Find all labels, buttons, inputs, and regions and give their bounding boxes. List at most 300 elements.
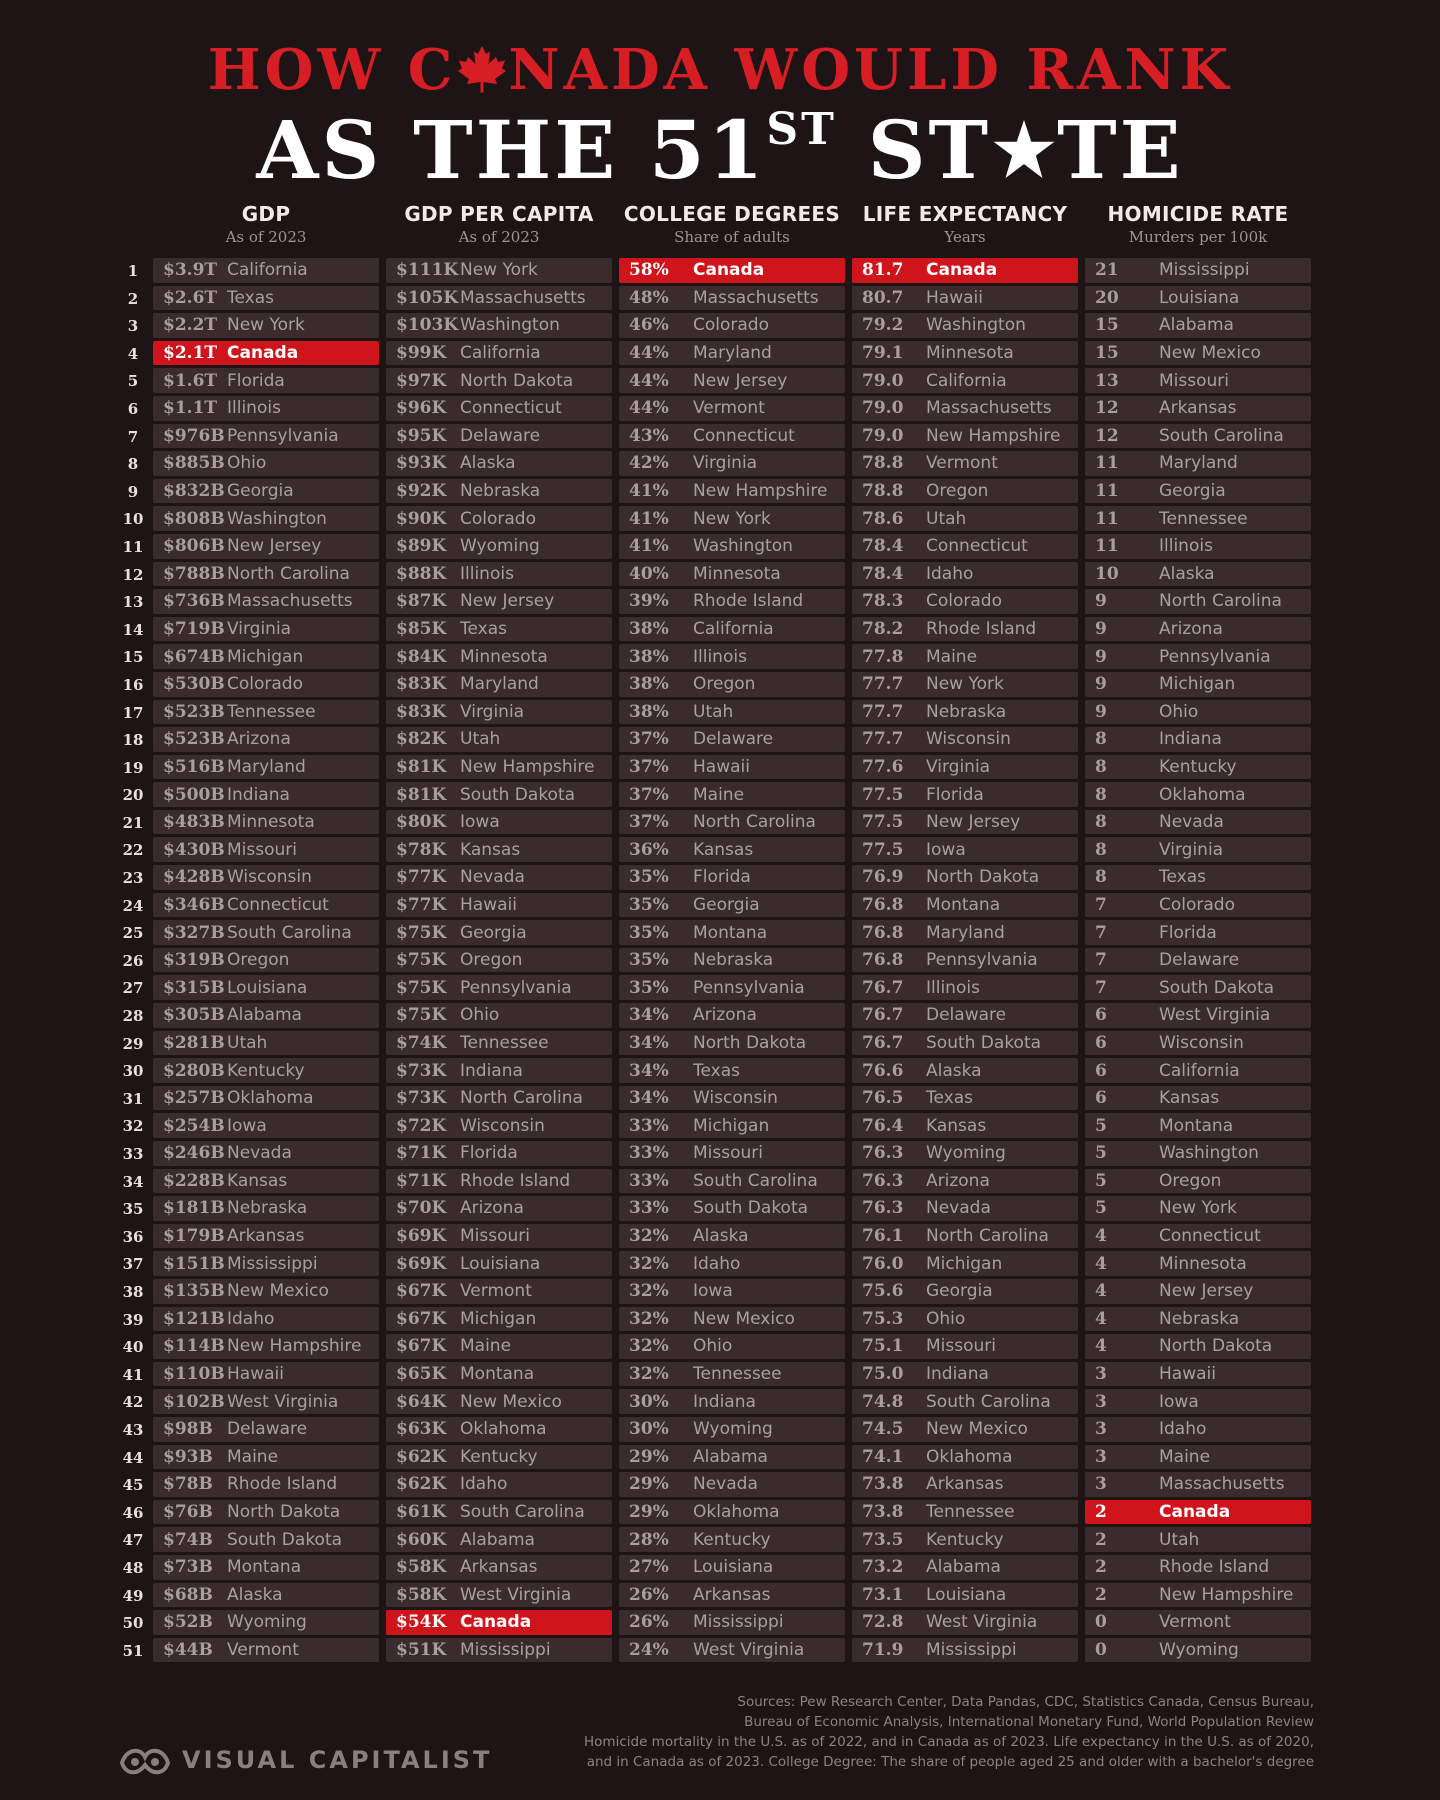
brand-name: VISUAL CAPITALIST (182, 1746, 493, 1774)
row-state-name: Iowa (926, 839, 966, 860)
table-row (619, 1527, 845, 1552)
table-row (153, 975, 379, 1000)
row-value: 11 (1095, 508, 1119, 529)
table-row (619, 1307, 845, 1332)
table-row (386, 1555, 612, 1580)
row-state-name: Florida (926, 784, 984, 805)
row-value: $327B (163, 922, 225, 943)
row-value: 32% (629, 1308, 669, 1329)
row-state-name: New Hampshire (1159, 1584, 1294, 1605)
rank-number: 2 (127, 289, 139, 308)
row-value: 78.6 (862, 508, 904, 529)
column-header-homicide-rate (1084, 200, 1312, 246)
table-row (1085, 1279, 1311, 1304)
row-value: $530B (163, 674, 225, 695)
row-value: 40% (629, 563, 669, 584)
table-row (852, 782, 1078, 807)
table-row (153, 479, 379, 504)
row-value: $319B (163, 950, 225, 971)
row-state-name: Virginia (227, 619, 292, 640)
row-state-name: Massachusetts (693, 287, 819, 308)
table-row (852, 424, 1078, 449)
row-value: 34% (629, 1005, 669, 1026)
row-state-name: Louisiana (926, 1584, 1007, 1605)
row-value: 42% (629, 453, 669, 474)
title-line-1-b: NADA WOULD RANK (508, 37, 1233, 103)
table-row (386, 1527, 612, 1552)
table-row (153, 644, 379, 669)
table-row (852, 755, 1078, 780)
table-row (386, 1086, 612, 1111)
table-row (386, 1169, 612, 1194)
rank-number: 1 (127, 262, 139, 280)
row-value: $305B (163, 1005, 225, 1026)
highlighted-row (386, 1610, 612, 1635)
row-state-name: California (693, 619, 774, 640)
row-state-name: Idaho (926, 563, 974, 584)
row-state-name: North Dakota (1159, 1336, 1273, 1357)
row-state-name: New York (693, 508, 771, 529)
row-state-name: Tennessee (926, 1502, 1015, 1523)
row-value: 44% (629, 370, 669, 391)
row-state-name: Kansas (227, 1170, 288, 1191)
row-state-name: Maryland (926, 922, 1005, 943)
table-row (852, 727, 1078, 752)
row-state-name: Arkansas (460, 1557, 538, 1578)
row-state-name: Nebraska (1159, 1308, 1240, 1329)
rank-number: 20 (122, 786, 144, 805)
row-state-name: Virginia (1159, 839, 1224, 860)
row-value: $315B (163, 977, 225, 998)
row-state-name: Alabama (926, 1557, 1001, 1578)
rank-number: 41 (122, 1365, 144, 1384)
table-row (619, 1472, 845, 1497)
table-row (619, 644, 845, 669)
row-value: 41% (629, 508, 669, 529)
row-value: 76.4 (862, 1115, 904, 1136)
table-row (619, 286, 845, 311)
row-value: 2 (1095, 1557, 1107, 1578)
rank-number: 39 (122, 1310, 144, 1329)
row-value: 28% (629, 1529, 669, 1550)
row-state-name: South Dakota (1159, 977, 1275, 998)
row-value: 8 (1095, 812, 1107, 833)
table-row (386, 837, 612, 862)
table-row (852, 893, 1078, 918)
row-state-name: Arkansas (693, 1584, 771, 1605)
row-value: $103K (396, 315, 459, 336)
table-row (153, 368, 379, 393)
table-row (153, 782, 379, 807)
table-row (852, 1031, 1078, 1056)
row-value: 5 (1095, 1143, 1107, 1164)
table-row (386, 396, 612, 421)
row-value: $97K (396, 370, 447, 391)
row-state-name: New Mexico (693, 1308, 795, 1329)
row-value: $523B (163, 729, 225, 750)
row-state-name: Vermont (693, 398, 765, 419)
row-value: 13 (1095, 370, 1119, 391)
row-value: 4 (1095, 1253, 1107, 1274)
row-state-name: Maryland (460, 674, 539, 695)
title-line-2 (0, 100, 1440, 200)
table-row (852, 644, 1078, 669)
row-state-name: Missouri (1159, 370, 1229, 391)
table-row (1085, 1003, 1311, 1028)
row-value: $181B (163, 1198, 225, 1219)
table-row (386, 865, 612, 890)
table-row (619, 837, 845, 862)
row-value: 21 (1095, 260, 1119, 281)
row-state-name: Hawaii (1159, 1364, 1216, 1385)
table-row (153, 617, 379, 642)
row-value: $60K (396, 1529, 447, 1550)
row-value: 6 (1095, 1005, 1107, 1026)
row-value: $81K (396, 756, 447, 777)
row-value: 4 (1095, 1308, 1107, 1329)
row-state-name: Montana (460, 1364, 535, 1385)
table-row (852, 451, 1078, 476)
table-row (619, 782, 845, 807)
row-value: 79.2 (862, 315, 904, 336)
row-value: 76.3 (862, 1198, 904, 1219)
row-value: 44% (629, 398, 669, 419)
table-row (1085, 286, 1311, 311)
row-state-name: Rhode Island (460, 1170, 571, 1191)
table-row (1085, 1472, 1311, 1497)
row-state-name: New York (227, 315, 305, 336)
row-value: $99K (396, 343, 447, 364)
row-state-name: Illinois (1159, 536, 1213, 557)
row-state-name: Tennessee (460, 1032, 549, 1053)
rank-number: 38 (122, 1282, 144, 1301)
row-state-name: Virginia (926, 756, 991, 777)
row-value: $83K (396, 701, 447, 722)
column-title: COLLEGE DEGREES (623, 202, 841, 226)
table-row (1085, 837, 1311, 862)
row-state-name: North Dakota (460, 370, 574, 391)
row-state-name: South Dakota (926, 1032, 1042, 1053)
row-state-name: Delaware (926, 1005, 1007, 1026)
row-state-name: Rhode Island (926, 619, 1037, 640)
table-row (386, 424, 612, 449)
row-value: $3.9T (163, 260, 218, 281)
highlighted-row (153, 341, 379, 366)
rank-number: 43 (122, 1420, 144, 1439)
row-state-name: New Hampshire (693, 481, 828, 502)
row-state-name: Minnesota (227, 812, 315, 833)
row-state-name: West Virginia (693, 1639, 805, 1660)
row-value: 77.5 (862, 784, 904, 805)
row-value: 7 (1095, 950, 1107, 971)
rank-number: 16 (122, 675, 144, 694)
row-value: 6 (1095, 1060, 1107, 1081)
row-value: 2 (1095, 1502, 1107, 1523)
table-row (386, 644, 612, 669)
row-state-name: Hawaii (460, 894, 517, 915)
table-row (153, 1389, 379, 1414)
row-value: 4 (1095, 1336, 1107, 1357)
row-value: 38% (629, 646, 669, 667)
row-state-name: New Hampshire (926, 425, 1061, 446)
row-state-name: Utah (926, 508, 967, 529)
row-state-name: Minnesota (1159, 1253, 1247, 1274)
rank-number: 50 (122, 1614, 144, 1633)
row-value: 76.3 (862, 1170, 904, 1191)
row-state-name: Indiana (227, 784, 290, 805)
table-row (852, 672, 1078, 697)
row-state-name: North Carolina (926, 1226, 1049, 1247)
row-state-name: Nevada (693, 1474, 758, 1495)
table-row (619, 920, 845, 945)
table-row (1085, 1031, 1311, 1056)
row-value: 9 (1095, 646, 1107, 667)
row-state-name: New Jersey (693, 370, 788, 391)
rank-number: 36 (122, 1227, 144, 1246)
row-state-name: Alabama (460, 1529, 535, 1550)
row-value: 33% (629, 1143, 669, 1164)
row-value: $102B (163, 1391, 225, 1412)
row-value: 74.1 (862, 1446, 904, 1467)
row-state-name: Utah (460, 729, 501, 750)
row-state-name: Colorado (460, 508, 536, 529)
rank-number: 4 (127, 344, 139, 363)
row-state-name: Oklahoma (926, 1446, 1013, 1467)
row-value: 74.5 (862, 1419, 904, 1440)
row-value: $1.1T (163, 398, 218, 419)
table-row (852, 1527, 1078, 1552)
row-state-name: California (227, 260, 308, 281)
table-row (386, 1638, 612, 1663)
table-row (852, 1334, 1078, 1359)
row-value: $77K (396, 894, 447, 915)
row-value: 32% (629, 1281, 669, 1302)
table-row (386, 1334, 612, 1359)
row-state-name: Canada (460, 1612, 532, 1633)
table-row (1085, 1307, 1311, 1332)
row-state-name: Oklahoma (227, 1088, 314, 1109)
row-state-name: Washington (227, 508, 327, 529)
row-state-name: Massachusetts (1159, 1474, 1285, 1495)
row-value: 79.1 (862, 343, 904, 364)
row-state-name: Maine (460, 1336, 512, 1357)
table-row (619, 1610, 845, 1635)
table-row (153, 1224, 379, 1249)
table-row (852, 837, 1078, 862)
row-state-name: Kansas (1159, 1088, 1220, 1109)
row-value: 78.4 (862, 563, 904, 584)
row-state-name: Ohio (460, 1005, 500, 1026)
row-value: 78.2 (862, 619, 904, 640)
rank-number: 26 (122, 951, 144, 970)
row-state-name: Georgia (460, 922, 527, 943)
row-value: $98B (163, 1419, 213, 1440)
rank-number: 48 (122, 1558, 144, 1577)
row-state-name: South Dakota (460, 784, 576, 805)
table-row (153, 1003, 379, 1028)
table-row (619, 1445, 845, 1470)
column-subtitle: Years (944, 228, 986, 246)
row-state-name: Oregon (227, 950, 290, 971)
table-row (1085, 1417, 1311, 1442)
table-row (1085, 1638, 1311, 1663)
table-row (852, 920, 1078, 945)
row-state-name: Arkansas (227, 1226, 305, 1247)
table-row (619, 479, 845, 504)
table-row (619, 1389, 845, 1414)
table-row (619, 810, 845, 835)
column-subtitle: As of 2023 (458, 228, 540, 246)
table-row (1085, 506, 1311, 531)
row-state-name: Louisiana (1159, 287, 1240, 308)
row-value: $2.6T (163, 287, 218, 308)
row-state-name: Wyoming (926, 1143, 1006, 1164)
row-state-name: Florida (227, 370, 285, 391)
row-value: 80.7 (862, 287, 904, 308)
row-value: $719B (163, 619, 225, 640)
row-value: 41% (629, 481, 669, 502)
row-state-name: New Hampshire (460, 756, 595, 777)
row-value: $808B (163, 508, 225, 529)
row-state-name: Georgia (693, 894, 760, 915)
table-row (852, 1389, 1078, 1414)
table-row (619, 975, 845, 1000)
table-row (153, 1307, 379, 1332)
table-row (619, 865, 845, 890)
sources-line: Bureau of Economic Analysis, International Monetary Fund, World Population Review (744, 1714, 1314, 1730)
rank-number: 21 (122, 813, 144, 832)
table-row (619, 1362, 845, 1387)
row-state-name: Idaho (227, 1308, 275, 1329)
table-row (852, 1583, 1078, 1608)
row-value: $58K (396, 1557, 447, 1578)
rank-number: 44 (122, 1448, 144, 1467)
table-row (852, 1307, 1078, 1332)
row-value: 38% (629, 674, 669, 695)
rank-number: 6 (127, 399, 139, 418)
table-row (386, 313, 612, 338)
table-row (852, 1610, 1078, 1635)
row-value: 35% (629, 977, 669, 998)
row-value: 12 (1095, 425, 1119, 446)
row-state-name: Colorado (693, 315, 769, 336)
row-state-name: South Carolina (926, 1391, 1051, 1412)
row-value: 26% (629, 1584, 669, 1605)
row-value: 37% (629, 756, 669, 777)
row-state-name: West Virginia (227, 1391, 339, 1412)
table-row (386, 782, 612, 807)
row-state-name: Maryland (1159, 453, 1238, 474)
row-value: 76.0 (862, 1253, 904, 1274)
table-row (1085, 313, 1311, 338)
row-value: 29% (629, 1502, 669, 1523)
table-row (153, 1527, 379, 1552)
row-value: 3 (1095, 1474, 1107, 1495)
row-value: 77.5 (862, 812, 904, 833)
table-row (386, 810, 612, 835)
row-state-name: North Dakota (693, 1032, 807, 1053)
row-value: 35% (629, 867, 669, 888)
highlighted-row (619, 258, 845, 283)
rank-number: 25 (122, 924, 144, 943)
row-state-name: North Carolina (693, 812, 816, 833)
row-value: $151B (163, 1253, 225, 1274)
column-title: HOMICIDE RATE (1107, 202, 1289, 226)
rank-number: 33 (122, 1145, 144, 1163)
row-value: $76B (163, 1502, 213, 1523)
row-state-name: West Virginia (1159, 1005, 1271, 1026)
row-state-name: Nebraska (460, 481, 541, 502)
table-row (619, 727, 845, 752)
row-state-name: Oregon (1159, 1170, 1222, 1191)
row-value: $62K (396, 1474, 447, 1495)
table-row (153, 700, 379, 725)
row-state-name: Ohio (926, 1308, 966, 1329)
row-value: 35% (629, 922, 669, 943)
table-row (852, 589, 1078, 614)
row-state-name: Washington (1159, 1143, 1259, 1164)
title-line-2-b: ST (836, 103, 992, 197)
row-value: $63K (396, 1419, 447, 1440)
row-value: 77.6 (862, 756, 904, 777)
table-row (619, 368, 845, 393)
row-state-name: Florida (1159, 922, 1217, 943)
table-row (619, 1141, 845, 1166)
row-state-name: Iowa (1159, 1391, 1199, 1412)
rank-number: 24 (122, 896, 144, 915)
row-value: $1.6T (163, 370, 218, 391)
row-value: 77.7 (862, 729, 904, 750)
table-row (852, 1141, 1078, 1166)
row-value: 2 (1095, 1529, 1107, 1550)
table-row (852, 286, 1078, 311)
row-state-name: Connecticut (1159, 1226, 1261, 1247)
sources-line: Sources: Pew Research Center, Data Pandas, CDC, Statistics Canada, Census Bureau, (737, 1694, 1314, 1710)
row-state-name: North Carolina (227, 563, 350, 584)
table-row (852, 341, 1078, 366)
rank-number: 30 (122, 1062, 144, 1081)
row-value: 43% (629, 425, 669, 446)
row-value: 77.7 (862, 674, 904, 695)
row-value: 75.3 (862, 1308, 904, 1329)
row-state-name: New Mexico (1159, 343, 1261, 364)
rank-number: 32 (122, 1117, 144, 1136)
table-row (619, 396, 845, 421)
row-value: $70K (396, 1198, 447, 1219)
row-state-name: New Mexico (227, 1281, 329, 1302)
row-state-name: Massachusetts (227, 591, 353, 612)
row-state-name: Iowa (460, 812, 500, 833)
row-state-name: Wyoming (1159, 1639, 1239, 1660)
table-row (852, 1362, 1078, 1387)
row-state-name: Nevada (227, 1143, 292, 1164)
row-value: 15 (1095, 343, 1119, 364)
column-subtitle: Share of adults (674, 228, 790, 246)
row-state-name: Idaho (1159, 1419, 1207, 1440)
table-row (619, 1224, 845, 1249)
table-row (1085, 1445, 1311, 1470)
table-row (1085, 617, 1311, 642)
row-state-name: Washington (926, 315, 1026, 336)
row-state-name: Hawaii (693, 756, 750, 777)
table-row (852, 1003, 1078, 1028)
row-value: 76.5 (862, 1088, 904, 1109)
row-value: 3 (1095, 1364, 1107, 1385)
row-value: 11 (1095, 536, 1119, 557)
row-value: $81K (396, 784, 447, 805)
row-state-name: Massachusetts (460, 287, 586, 308)
row-state-name: North Carolina (460, 1088, 583, 1109)
